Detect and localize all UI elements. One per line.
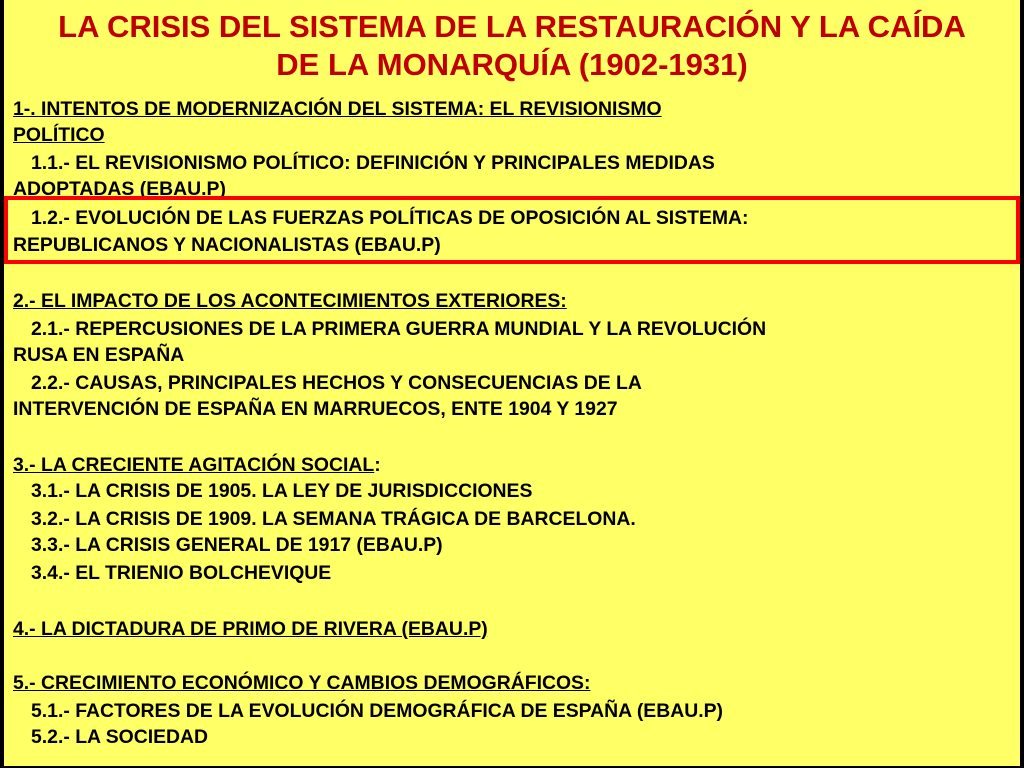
- section-1-heading-line-1: 1-. INTENTOS DE MODERNIZACIÓN DEL SISTEMA: EL REVISIONISMO: [13, 98, 662, 120]
- highlight-box: [4, 196, 1020, 264]
- slide: [4, 0, 1020, 766]
- item-1-2-line-1: 1.2.- EVOLUCIÓN DE LAS FUERZAS POLÍTICAS DE OPOSICIÓN AL SISTEMA:: [31, 207, 749, 229]
- item-3-3: 3.3.- LA CRISIS GENERAL DE 1917 (EBAU.P): [31, 534, 443, 556]
- item-5-1: 5.1.- FACTORES DE LA EVOLUCIÓN DEMOGRÁFICA DE ESPAÑA (EBAU.P): [31, 700, 724, 722]
- item-2-2-line-1: 2.2.- CAUSAS, PRINCIPALES HECHOS Y CONSECUENCIAS DE LA: [31, 372, 642, 394]
- item-3-2: 3.2.- LA CRISIS DE 1909. LA SEMANA TRÁGICA DE BARCELONA.: [31, 508, 636, 530]
- section-3-heading-row: [13, 452, 381, 478]
- section-5-heading: 5.- CRECIMIENTO ECONÓMICO Y CAMBIOS DEMOGRÁFICOS:: [13, 672, 591, 694]
- item-5-2: 5.2.- LA SOCIEDAD: [31, 726, 209, 748]
- section-3-heading: 3.- LA CRECIENTE AGITACIÓN SOCIAL: [13, 454, 375, 476]
- item-2-1-line-1: 2.1.- REPERCUSIONES DE LA PRIMERA GUERRA MUNDIAL Y LA REVOLUCIÓN: [31, 318, 767, 340]
- item-1-1-line-2: ADOPTADAS (EBAU.P): [13, 178, 226, 200]
- slide-title-line-1: LA CRISIS DEL SISTEMA DE LA RESTAURACIÓN Y LA CAÍDA: [58, 9, 966, 44]
- slide-title: [4, 8, 1020, 84]
- item-1-2-line-2: REPUBLICANOS Y NACIONALISTAS (EBAU.P): [13, 234, 441, 256]
- section-2-heading: 2.- EL IMPACTO DE LOS ACONTECIMIENTOS EXTERIORES:: [13, 290, 567, 312]
- slide-title-line-2: DE LA MONARQUÍA (1902-1931): [276, 47, 748, 82]
- item-3-4: 3.4.- EL TRIENIO BOLCHEVIQUE: [31, 562, 332, 584]
- section-4-heading: 4.- LA DICTADURA DE PRIMO DE RIVERA (EBAU.P): [13, 618, 488, 640]
- item-1-1-line-1: 1.1.- EL REVISIONISMO POLÍTICO: DEFINICIÓN Y PRINCIPALES MEDIDAS: [31, 152, 715, 174]
- section-1-heading-line-2: POLÍTICO: [13, 124, 105, 146]
- item-2-2-line-2: INTERVENCIÓN DE ESPAÑA EN MARRUECOS, ENTE 1904 Y 1927: [13, 398, 618, 420]
- item-3-1: 3.1.- LA CRISIS DE 1905. LA LEY DE JURISDICCIONES: [31, 480, 533, 502]
- section-3-heading-colon: :: [374, 454, 381, 476]
- item-2-1-line-2: RUSA EN ESPAÑA: [13, 344, 185, 366]
